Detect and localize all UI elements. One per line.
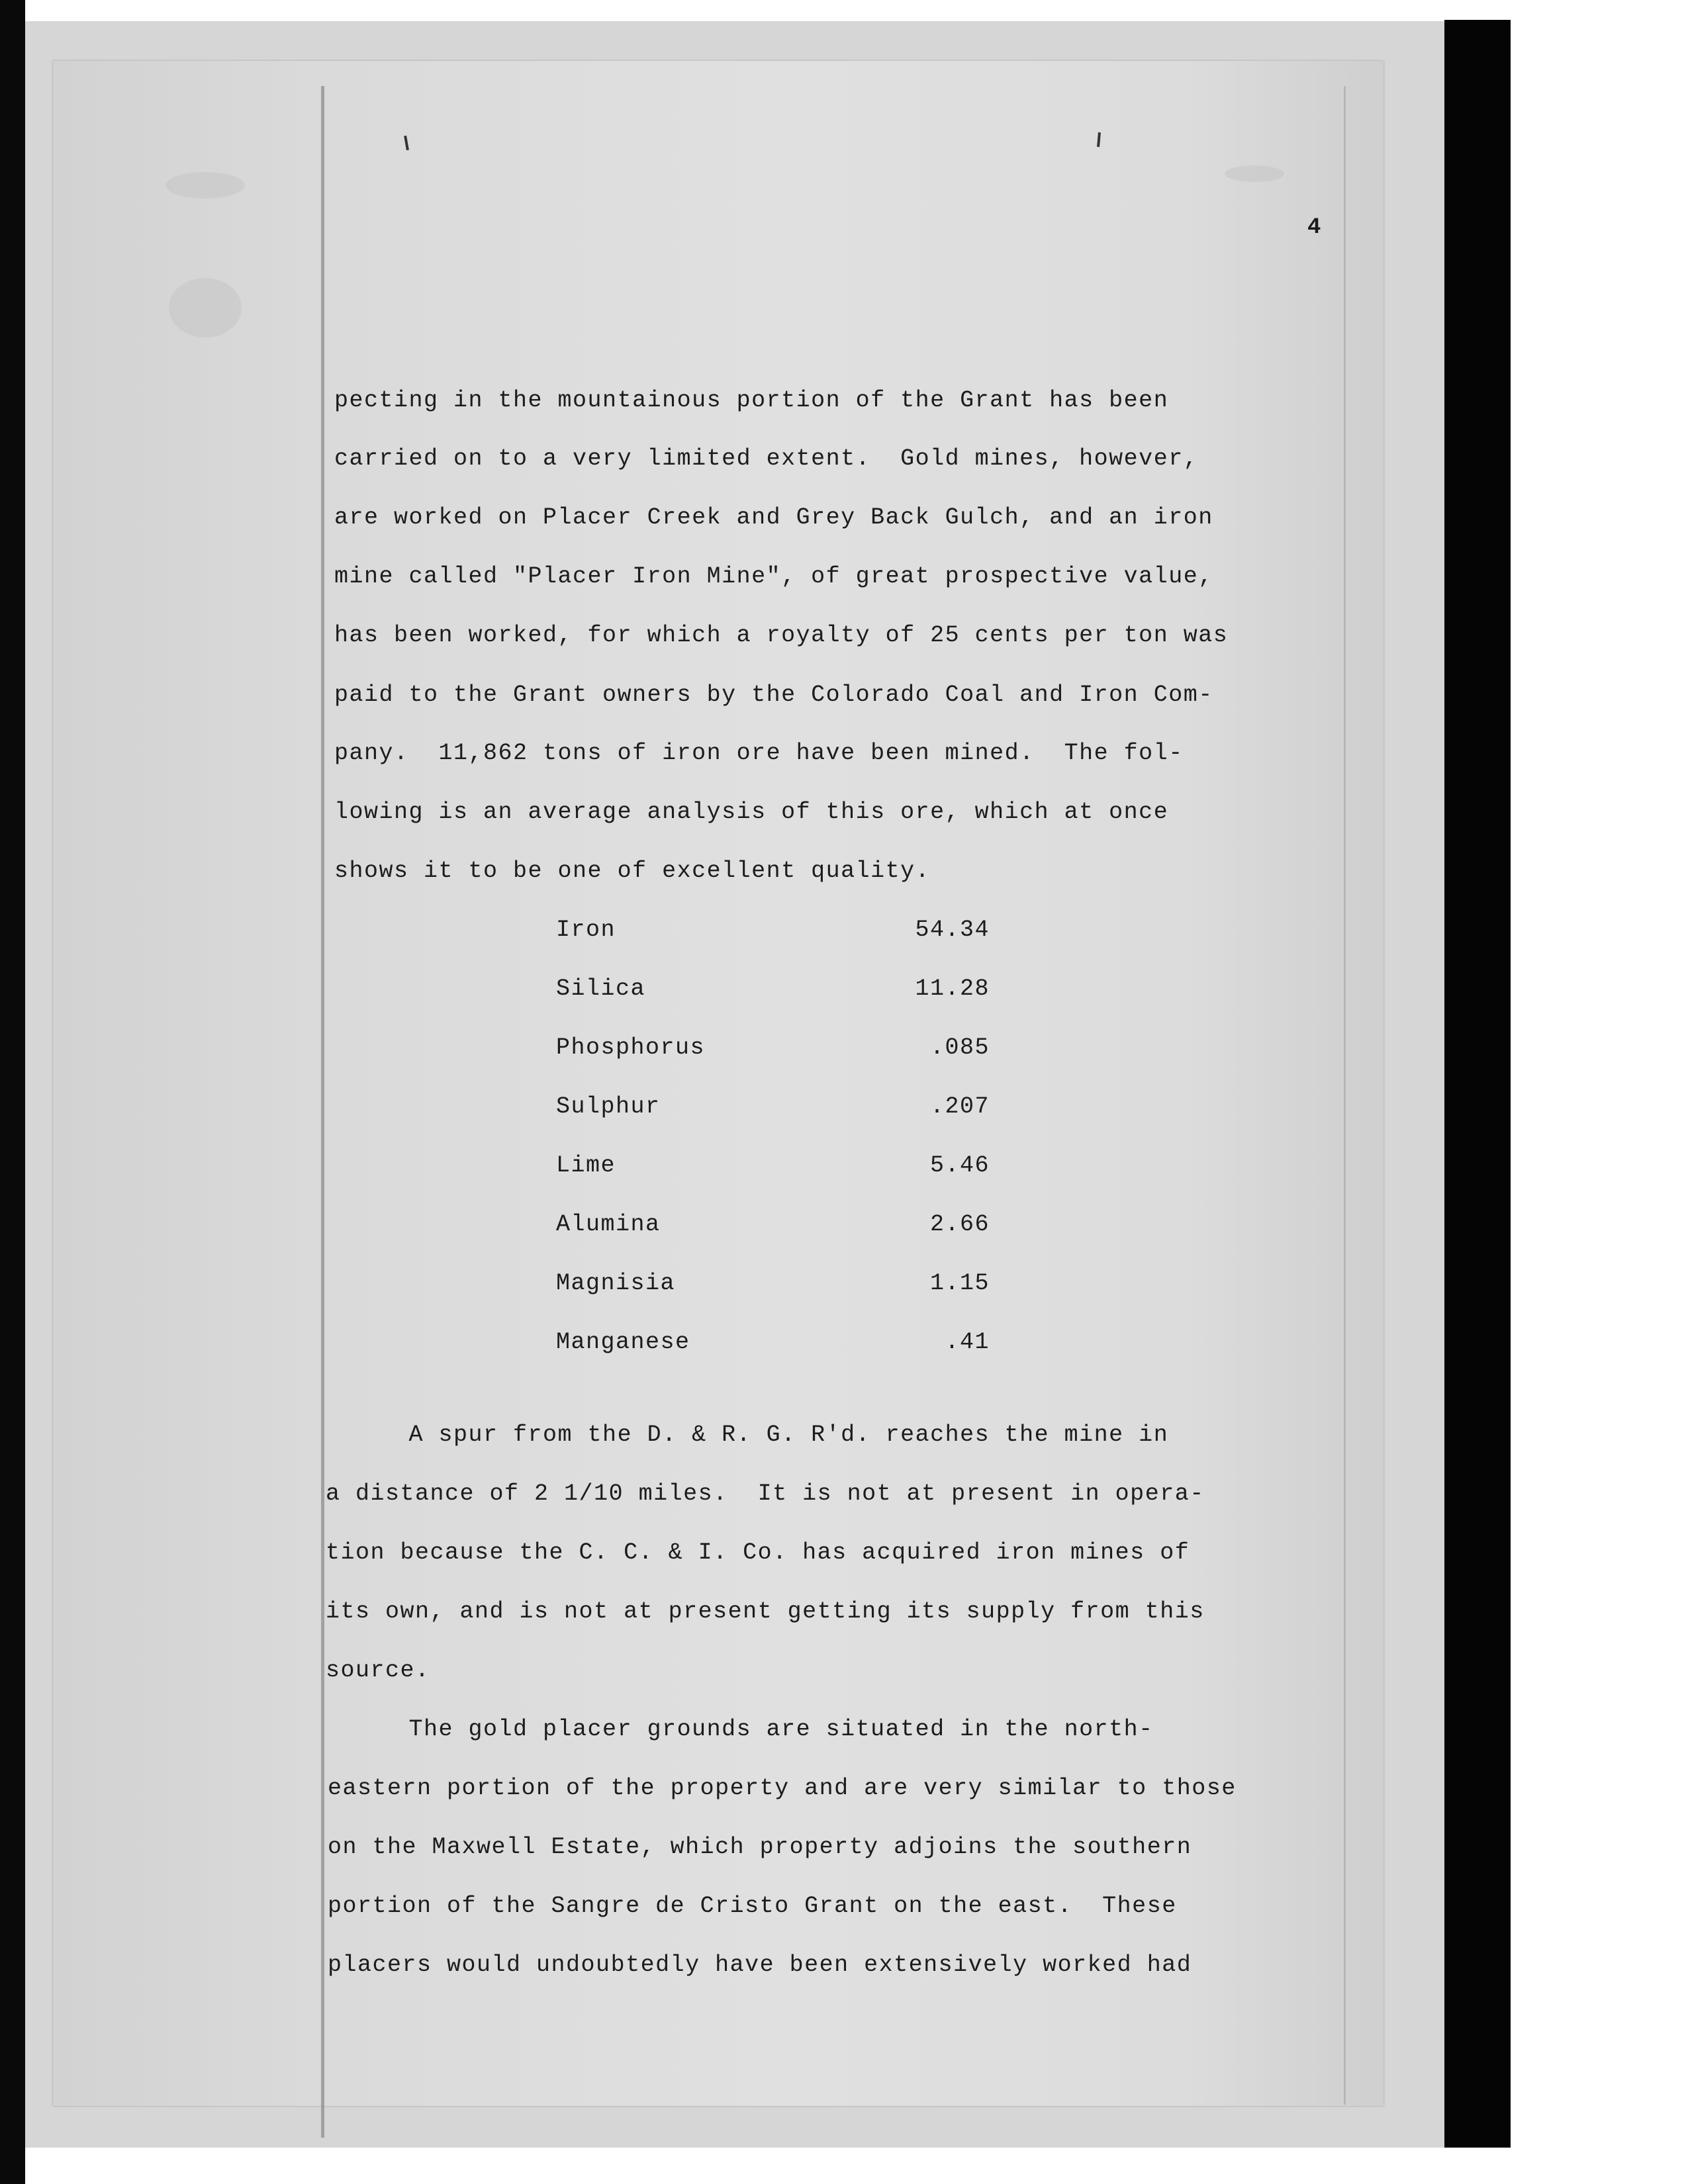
text-line: portion of the Sangre de Cristo Grant on the east. These xyxy=(328,1893,1177,1919)
analysis-element: Phosphorus xyxy=(556,1034,706,1061)
analysis-row xyxy=(0,1093,1688,1120)
text-line: lowing is an average analysis of this ore, which at once xyxy=(334,799,1169,825)
analysis-row xyxy=(0,917,1688,943)
text-line: tion because the C. C. & I. Co. has acquired iron mines of xyxy=(326,1539,1190,1566)
text-line: mine called "Placer Iron Mine", of great prospective value, xyxy=(334,563,1213,590)
analysis-row xyxy=(0,1270,1688,1297)
analysis-value: 2.66 xyxy=(929,1211,990,1238)
text-line: paid to the Grant owners by the Colorado Coal and Iron Com- xyxy=(334,682,1213,708)
text-line: a distance of 2 1/10 miles. It is not at present in opera- xyxy=(326,1480,1205,1507)
analysis-value: 54.34 xyxy=(915,917,990,943)
analysis-row xyxy=(0,1034,1688,1061)
analysis-value: 1.15 xyxy=(929,1270,990,1297)
analysis-element: Iron xyxy=(556,917,616,943)
text-line: pecting in the mountainous portion of the Grant has been xyxy=(334,387,1169,414)
text-line: has been worked, for which a royalty of 25 cents per ton was xyxy=(334,622,1229,649)
analysis-row xyxy=(0,976,1688,1002)
analysis-element: Magnisia xyxy=(556,1270,676,1297)
text-line: pany. 11,862 tons of iron ore have been mined. The fol- xyxy=(334,740,1184,766)
analysis-element: Alumina xyxy=(556,1211,661,1238)
text-line: are worked on Placer Creek and Grey Back Gulch, and an iron xyxy=(334,504,1213,531)
analysis-element: Lime xyxy=(556,1152,616,1179)
text-line: placers would undoubtedly have been extensively worked had xyxy=(328,1952,1192,1978)
text-line: carried on to a very limited extent. Gold mines, however, xyxy=(334,445,1199,472)
analysis-value: 11.28 xyxy=(915,976,990,1002)
analysis-value: 5.46 xyxy=(929,1152,990,1179)
text-line: A spur from the D. & R. G. R'd. reaches the mine in xyxy=(334,1422,1169,1448)
analysis-row xyxy=(0,1152,1688,1179)
analysis-value: .085 xyxy=(929,1034,990,1061)
analysis-element: Manganese xyxy=(556,1329,690,1355)
page-number: 4 xyxy=(1307,215,1321,240)
text-line: source. xyxy=(326,1657,430,1684)
text-line: The gold placer grounds are situated in the north- xyxy=(334,1716,1154,1743)
analysis-value: .207 xyxy=(929,1093,990,1120)
text-line: on the Maxwell Estate, which property adjoins the southern xyxy=(328,1834,1192,1860)
analysis-element: Silica xyxy=(556,976,646,1002)
text-line: shows it to be one of excellent quality. xyxy=(334,858,931,884)
analysis-row xyxy=(0,1329,1688,1355)
text-line: eastern portion of the property and are very similar to those xyxy=(328,1775,1237,1801)
analysis-value: .41 xyxy=(945,1329,990,1355)
analysis-element: Sulphur xyxy=(556,1093,661,1120)
analysis-row xyxy=(0,1211,1688,1238)
text-line: its own, and is not at present getting its supply from this xyxy=(326,1598,1205,1625)
